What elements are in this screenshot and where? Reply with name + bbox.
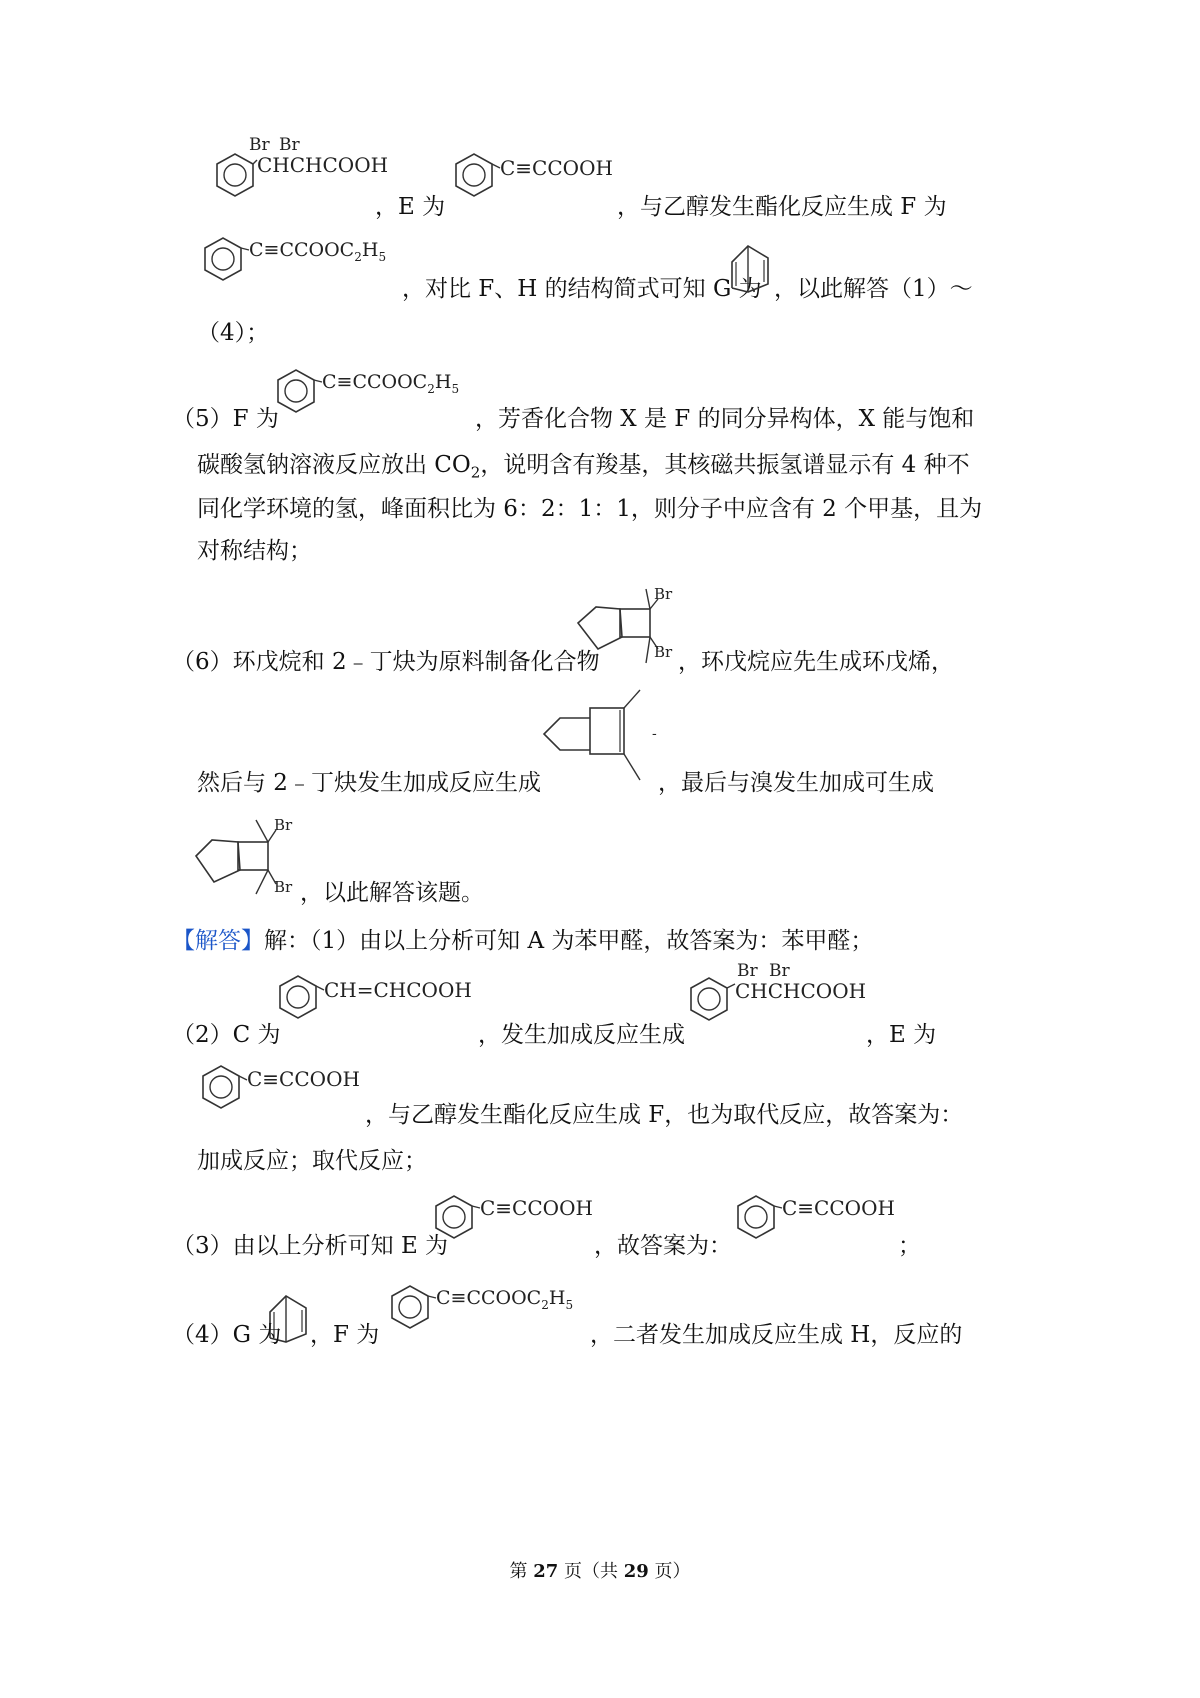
svg-text:CHCHCOOH: CHCHCOOH [735,979,867,1003]
a2-text-a: （2）C 为 [172,1022,281,1048]
line1-text-b: ，与乙醇发生酯化反应生成 F 为 [617,194,947,220]
svg-text:Br: Br [274,878,293,896]
svg-text:C≡CCOOC2H5: $C\equiv CCOOC_2H_5$ [322,371,460,396]
svg-text:-: - [652,726,657,742]
p6-text-a: （6）环戊烷和 2﹣丁炔为原料制备化合物 [172,649,600,675]
page-total: 29 [623,1561,649,1582]
structure-bicyclic-dibromide-2 [192,812,302,904]
svg-text:CH=CHCOOH: CH=CHCOOH [324,978,472,1002]
structure-dibromo-acid-2 [685,958,875,1038]
svg-text:C≡CCOOH: C≡CCOOH [500,156,613,180]
line2-text-b: ，以此解答（1）～ [774,276,973,302]
svg-text:Br: Br [769,961,790,981]
p6-text-c: 然后与 2﹣丁炔发生加成反应生成 [197,770,541,796]
a2-text-c: ，E 为 [866,1022,937,1048]
p5-text-a: （5）F 为 [172,406,279,432]
p6-text-b: ，环戊烷应先生成环戊烯， [678,649,954,675]
svg-text:CHCHCOOH: CHCHCOOH [257,153,389,177]
a2-text-e: 加成反应；取代反应； [197,1148,427,1174]
structure-alkyne-acid-4 [732,1188,912,1258]
svg-text:Br: Br [654,643,673,661]
structure-norbornadiene-1 [728,240,772,296]
structure-dibromo-acid [197,136,387,216]
structure-alkyne-ester-3 [384,1276,594,1346]
p5-text-c: 碳酸氢钠溶液反应放出 $CO_2$，说明含有羧基，其核磁共振氢谱显示有 4 种不 [197,452,970,482]
structure-alkyne-ester-1 [197,228,407,298]
structure-alkyne-acid-2 [197,1058,377,1128]
a4-text-b: ，F 为 [310,1322,380,1348]
svg-text:C≡CCOOH: C≡CCOOH [782,1196,895,1220]
p5-text-e: 对称结构； [197,538,312,564]
page-footer: 第 27 页（共 29 页） [509,1561,691,1582]
svg-text:C≡CCOOH: C≡CCOOH [247,1067,360,1091]
svg-text:C≡CCOOC2H5: $C\equiv CCOOC_2H_5$ [249,239,387,264]
a3-text-c: ； [898,1233,921,1259]
p5-text-d: 同化学环境的氢，峰面积比为 6：2：1：1，则分子中应含有 2 个甲基，且为 [197,496,983,522]
svg-text:Br: Br [654,585,673,603]
p6-text-d: ，最后与溴发生加成可生成 [658,770,934,796]
a4-text-a: （4）G 为 [172,1322,282,1348]
a2-text-b: ，发生加成反应生成 [478,1022,685,1048]
a3-text-a: （3）由以上分析可知 E 为 [172,1233,449,1259]
svg-text:C≡CCOOH: C≡CCOOH [480,1196,593,1220]
svg-text:C≡CCOOC2H5: $C\equiv CCOOC_2H_5$ [436,1287,574,1312]
a2-text-d: ，与乙醇发生酯化反应生成 F，也为取代反应，故答案为： [365,1102,964,1128]
structure-cinnamic-acid [272,970,482,1040]
answer-line-1: 【解答】解：（1）由以上分析可知 A 为苯甲醛，故答案为：苯甲醛； [172,928,874,954]
answer-tag: 【解答】 [172,928,264,954]
structure-alkyne-acid-1 [450,148,620,218]
svg-text:Br: Br [249,135,270,155]
svg-text:Br: Br [737,961,758,981]
line2-text: ，对比 F、H 的结构简式可知 G 为 [402,276,762,302]
svg-text:Br: Br [279,135,300,155]
structure-alkyne-ester-2 [270,360,480,430]
p5-text-b: ，芳香化合物 X 是 F 的同分异构体，X 能与饱和 [475,406,975,432]
line1-text-a: ，E 为 [375,194,446,220]
structure-alkyne-acid-3 [430,1188,610,1258]
p6-text-e: ，以此解答该题。 [300,880,484,906]
svg-text:Br: Br [274,816,293,834]
a4-text-c: ，二者发生加成反应生成 H，反应的 [590,1322,963,1348]
line3-text: （4）； [197,320,270,346]
page-number: 27 [533,1561,559,1582]
a3-text-b: ，故答案为： [594,1233,732,1259]
structure-bicyclic-alkene [540,688,660,788]
